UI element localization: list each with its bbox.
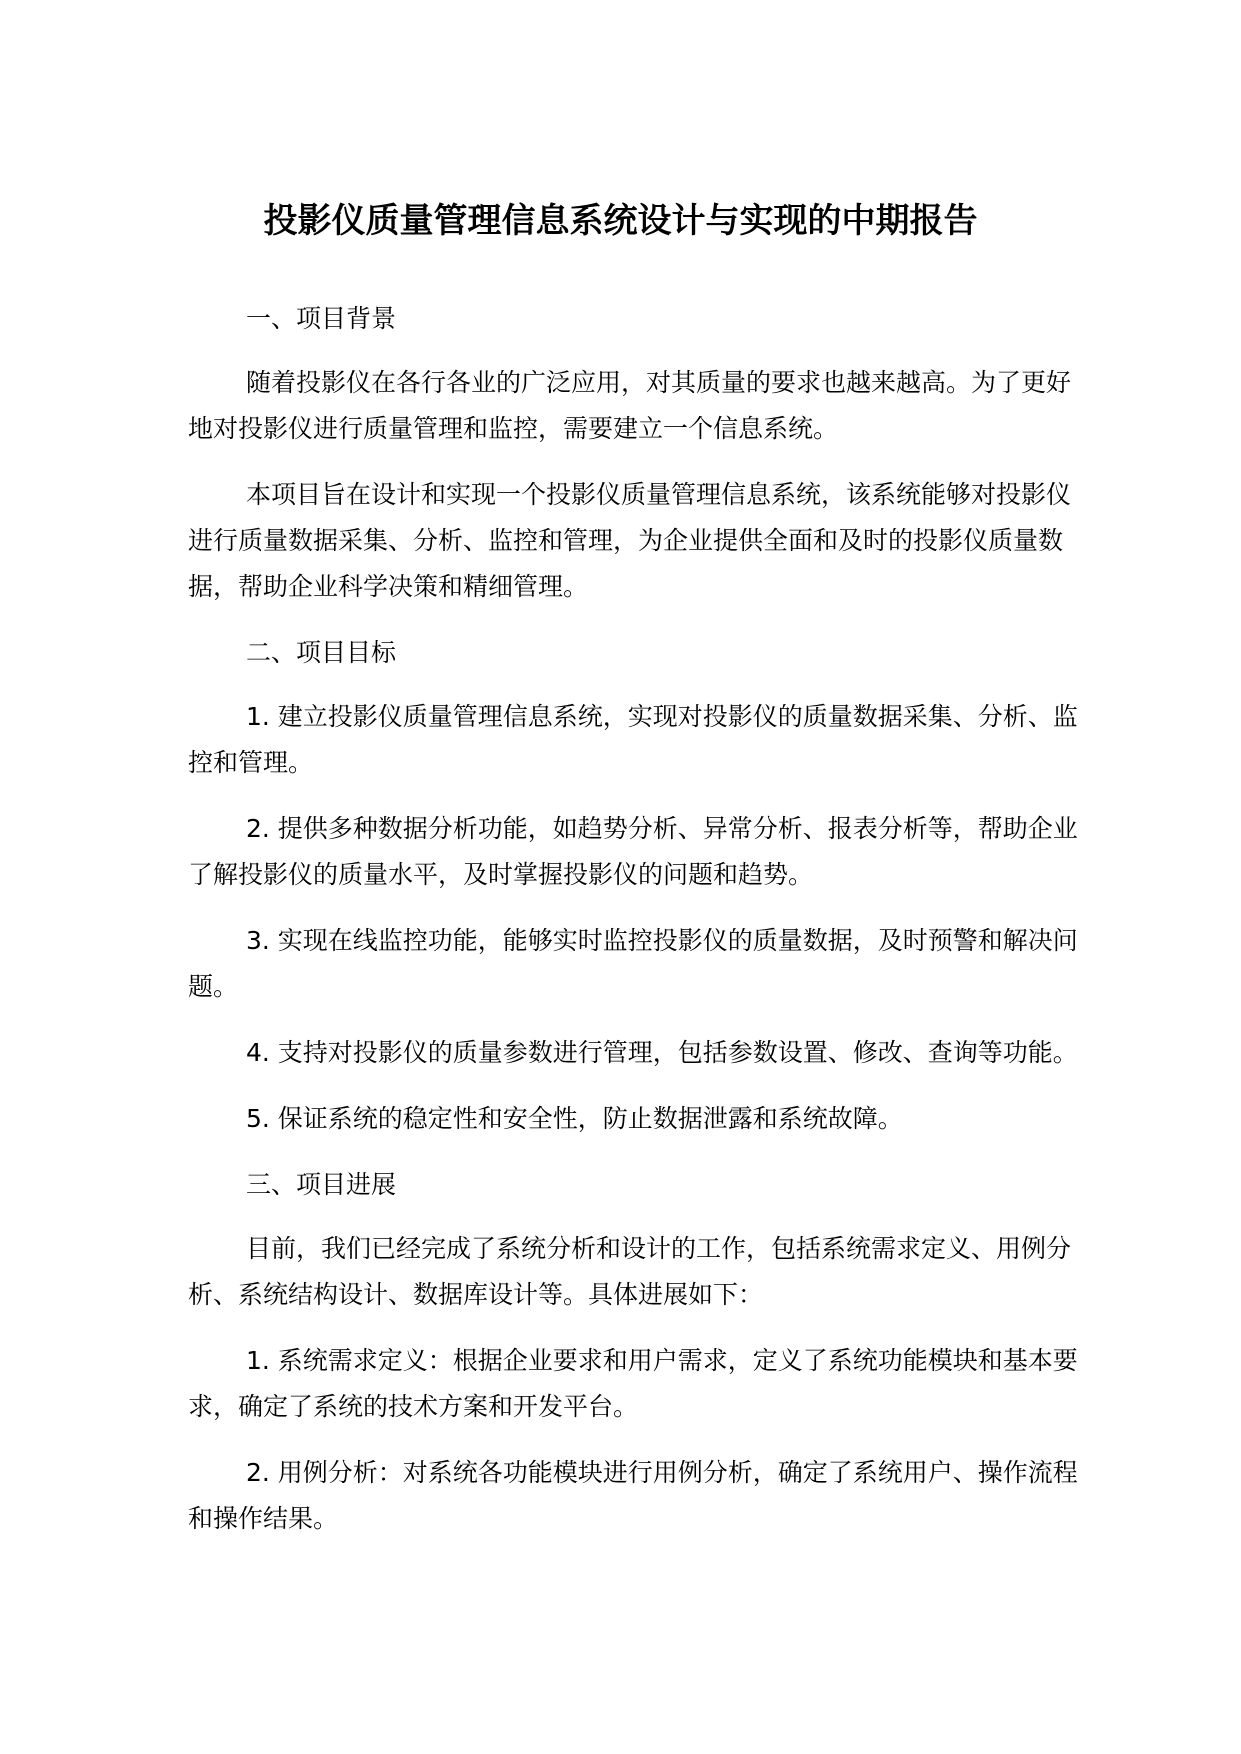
section-heading-goals: 二、项目目标	[246, 638, 397, 667]
paragraph-background-2: 本项目旨在设计和实现一个投影仪质量管理信息系统，该系统能够对投影仪进行质量数据采集、分析、监控和管理，为企业提供全面和及时的投影仪质量数据，帮助企业科学决策和精细管理。	[188, 480, 1072, 601]
document-body	[188, 296, 1088, 1562]
progress-item-1: 1. 系统需求定义：根据企业要求和用户需求，定义了系统功能模块和基本要求，确定了系统的技术方案和开发平台。	[188, 1346, 1078, 1421]
goal-item-5: 5. 保证系统的稳定性和安全性，防止数据泄露和系统故障。	[246, 1104, 903, 1133]
paragraph-progress-intro: 目前，我们已经完成了系统分析和设计的工作，包括系统需求定义、用例分析、系统结构设计、数据库设计等。具体进展如下：	[188, 1234, 1072, 1309]
goal-item-2: 2. 提供多种数据分析功能，如趋势分析、异常分析、报表分析等，帮助企业了解投影仪的质量水平，及时掌握投影仪的问题和趋势。	[188, 814, 1078, 889]
section-heading-background: 一、项目背景	[246, 304, 397, 333]
goal-item-1: 1. 建立投影仪质量管理信息系统，实现对投影仪的质量数据采集、分析、监控和管理。	[188, 702, 1078, 777]
paragraph-background-1: 随着投影仪在各行各业的广泛应用，对其质量的要求也越来越高。为了更好地对投影仪进行质量管理和监控，需要建立一个信息系统。	[188, 368, 1072, 443]
goal-item-4: 4. 支持对投影仪的质量参数进行管理，包括参数设置、修改、查询等功能。	[246, 1038, 1078, 1067]
progress-item-2: 2. 用例分析：对系统各功能模块进行用例分析，确定了系统用户、操作流程和操作结果。	[188, 1458, 1078, 1533]
page-title: 投影仪质量管理信息系统设计与实现的中期报告	[263, 200, 978, 241]
goal-item-3: 3. 实现在线监控功能，能够实时监控投影仪的质量数据，及时预警和解决问题。	[188, 926, 1078, 1001]
section-heading-progress: 三、项目进展	[246, 1170, 397, 1199]
